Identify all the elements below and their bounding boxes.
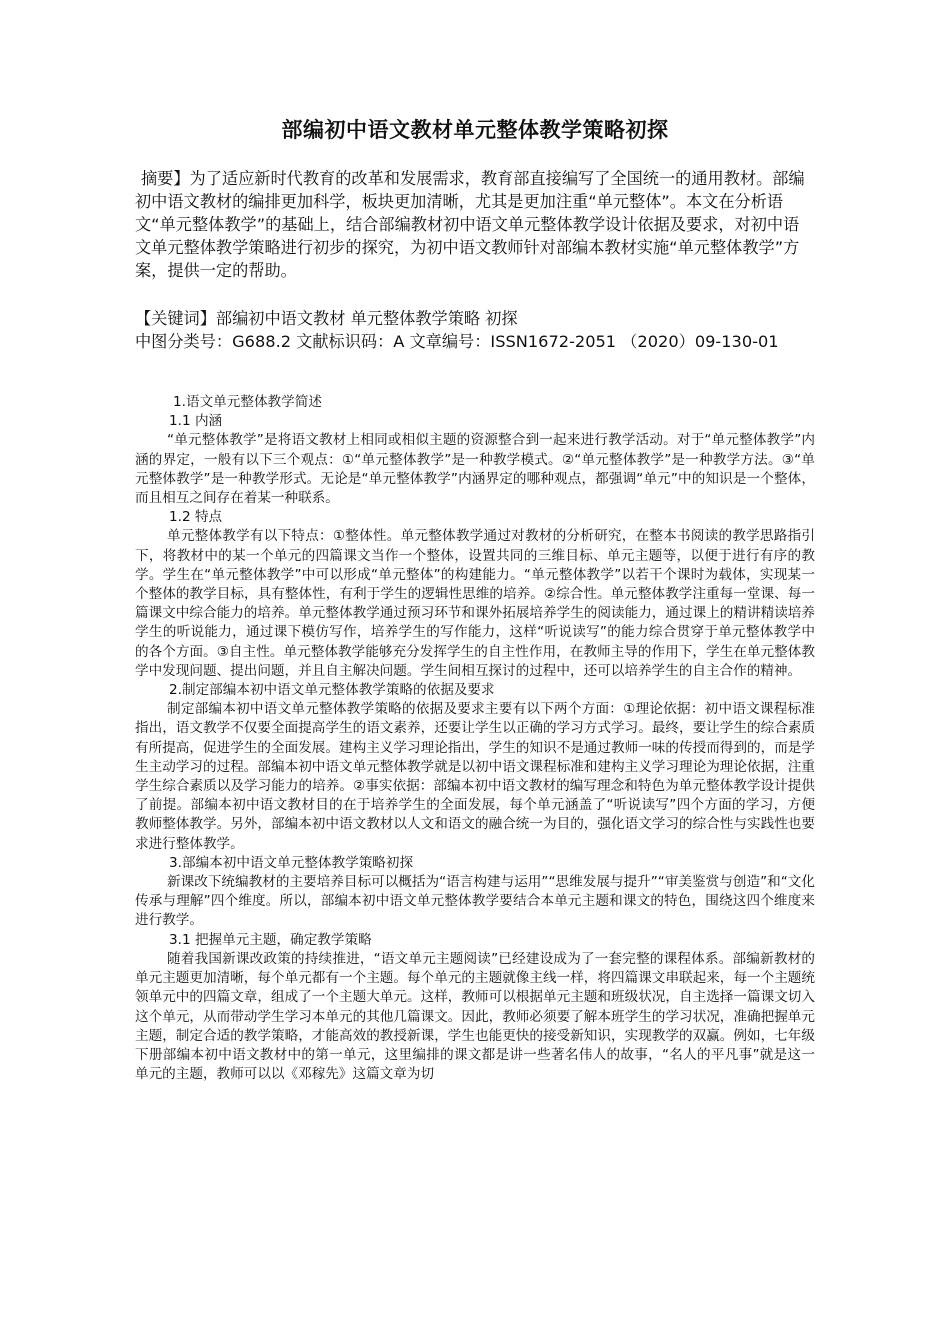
abstract	[135, 167, 815, 282]
section-heading: 1.1 内涵	[169, 413, 223, 430]
body-paragraph: 制定部编本初中语文单元整体教学策略的依据及要求主要有以下两个方面：①理论依据：初中语文课程标准指出，语文教学不仅要全面提高学生的语文素养，还要让学生以正确的学习方式学习。最终，要让学生的综合素质有所提高，促进学生的全面发展。建构主义学习理论指出，学生的知识不是通过教师一味的传授而得到的，而是学生主动学习的过程。部编本初中语文单元整体教学就是以初中语文课程标准和建构主义学习理论为理论依据，注重学生综合素质以及学习能力的培养。②事实依据：部编本初中语文教材的编写理念和特色为单元整体教学设计提供了前提。部编本初中语文教材目的在于培养学生的全面发展，每个单元涵盖了“听说读写”四个方面的学习，方便教师整体教学。另外，部编本初中语文教材以人文和语文的融合统一为目的，强化语文学习的综合性与实践性也要求进行整体教学。	[135, 701, 815, 852]
section-heading: 1.2 特点	[169, 509, 223, 526]
section-heading: 3.1 把握单元主题，确定教学策略	[169, 931, 372, 948]
classification-info	[135, 330, 815, 353]
paper-title: 部编初中语文教材单元整体教学策略初探	[281, 118, 669, 142]
section-heading: 3.部编本初中语文单元整体教学策略初探	[169, 854, 414, 871]
keywords-text: 【关键词】部编初中语文教材 单元整体教学策略 初探	[135, 309, 518, 328]
body-paragraph: “单元整体教学”是将语文教材上相同或相似主题的资源整合到一起来进行教学活动。对于“单元整体教学”内涵的界定，一般有以下三个观点：①“单元整体教学”是一种教学模式。②“单元整体教学”是一种教学方法。③“单元整体教学”是一种教学形式。无论是“单元整体教学”内涵界定的哪种观点，都强调“单元”中的知识是一个整体，而且相互之间存在着某一种联系。	[135, 432, 815, 507]
section-heading: 2.制定部编本初中语文单元整体教学策略的依据及要求	[169, 682, 495, 699]
keywords	[135, 307, 815, 330]
article-body	[135, 393, 815, 1084]
body-paragraph: 单元整体教学有以下特点：①整体性。单元整体教学通过对教材的分析研究，在整本书阅读的教学思路指引下，将教材中的某一个单元的四篇课文当作一个整体，设置共同的三维目标、单元主题等，以便于进行有序的教学。学生在“单元整体教学”中可以形成“单元整体”的构建能力。“单元整体教学”以若干个课时为载体，实现某一个整体的教学目标，具有整体性，有利于学生的逻辑性思维的培养。②综合性。单元整体教学注重每一堂课、每一篇课文中综合能力的培养。单元整体教学通过预习环节和课外拓展培养学生的阅读能力，通过课上的精讲精读培养学生的听说能力，通过课下模仿写作，培养学生的写作能力，这样“听说读写”的能力综合贯穿于单元整体教学中的各个方面。③自主性。单元整体教学能够充分发挥学生的自主性作用，在教师主导的作用下，学生在单元整体教学中发现问题、提出问题，并且自主解决问题。学生间相互探讨的过程中，还可以培养学生的自主合作的精神。	[135, 528, 815, 679]
body-paragraph: 新课改下统编教材的主要培养目标可以概括为“语言构建与运用”“思维发展与提升”“审美鉴赏与创造”和“文化传承与理解”四个维度。所以，部编本初中语文单元整体教学要结合本单元主题和课文的特色，围绕这四个维度来进行教学。	[135, 874, 815, 929]
abstract-text: 摘要】为了适应新时代教育的改革和发展需求，教育部直接编写了全国统一的通用教材。部编初中语文教材的编排更加科学，板块更加清晰，尤其是更加注重“单元整体”。本文在分析语文“单元整体教学”的基础上，结合部编教材初中语文单元整体教学设计依据及要求，对初中语文单元整体教学策略进行初步的探究，为初中语文教师针对部编本教材实施“单元整体教学”方案，提供一定的帮助。	[135, 169, 805, 280]
section-heading: 1.语文单元整体教学简述	[173, 394, 322, 410]
body-paragraph: 随着我国新课改政策的持续推进，“语文单元主题阅读”已经建设成为了一套完整的课程体系。部编新教材的单元主题更加清晰，每个单元都有一个主题。每个单元的主题就像主线一样，将四篇课文串联起来，每一个主题统领单元中的四篇文章，组成了一个主题大单元。这样，教师可以根据单元主题和班级状况，自主选择一篇课文切入这个单元，从而带动学生学习本单元的其他几篇课文。因此，教师必须要了解本班学生的学习状况，准确把握单元主题，制定合适的教学策略，才能高效的教授新课，学生也能更快的接受新知识，实现教学的双赢。例如，七年级下册部编本初中语文教材中的第一单元，这里编排的课文都是讲一些著名伟人的故事，“名人的平凡事”就是这一单元的主题，教师可以以《邓稼先》这篇文章为切	[135, 950, 815, 1083]
classification-text: 中图分类号：G688.2 文献标识码：A 文章编号：ISSN1672-2051 （2020）09-130-01	[135, 332, 779, 351]
